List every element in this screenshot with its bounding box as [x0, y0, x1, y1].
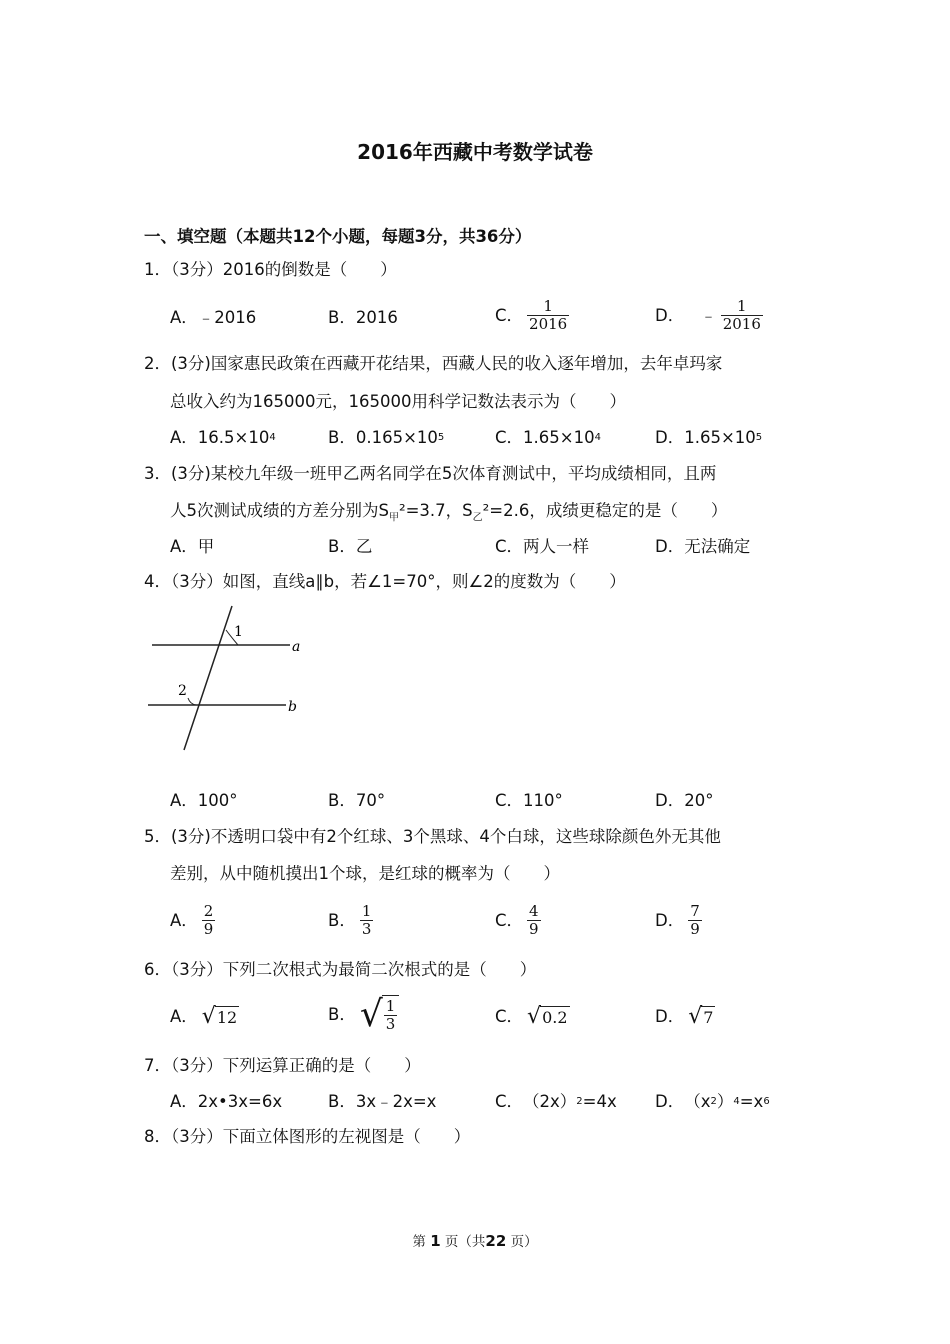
line-b-label: b — [288, 699, 297, 715]
q1-option-c[interactable]: C． $\frac{1}{2016}$ — [495, 297, 568, 333]
question-7-stem: 7．（3分）下列运算正确的是（ ） — [144, 1056, 421, 1075]
line-a-label: a — [292, 639, 301, 655]
q2-option-d[interactable]: D． 1.65×10 5 — [655, 428, 763, 447]
question-5-stem-line2: 差别，从中随机摸出1个球，是红球的概率为（ ） — [170, 864, 560, 883]
q5-option-d[interactable]: D． $\frac{7}{9}$ — [655, 902, 700, 938]
q3-option-d[interactable]: D． 无法确定 — [655, 537, 751, 556]
q3-option-c[interactable]: C． 两人一样 — [495, 537, 590, 556]
question-1-stem: 1．（3分）2016的倒数是（ ） — [144, 260, 397, 279]
q1-option-a[interactable]: A． ﹣2016 — [170, 308, 257, 327]
q5-option-a[interactable]: A． $\frac{2}{9}$ — [170, 902, 214, 938]
page-title: 2016年西藏中考数学试卷 — [357, 140, 593, 164]
q2-option-a[interactable]: A． 16.5×10 4 — [170, 428, 276, 447]
question-6-stem: 6．（3分）下列二次根式为最简二次根式的是（ ） — [144, 960, 537, 979]
q3-option-a[interactable]: A． 甲 — [170, 537, 215, 556]
section-heading: 一、填空题（本题共12个小题，每题3分，共36分） — [144, 227, 532, 246]
fraction: $\frac{1}{2016}$ — [529, 297, 568, 333]
transversal — [184, 606, 232, 750]
square-root: √ $\frac{1}{3}$ — [360, 995, 400, 1035]
square-root: √ 7 — [688, 1004, 714, 1029]
angle-1-label: 1 — [234, 624, 243, 640]
question-3-stem-line2: 人5次测试成绩的方差分别为$S_甲^2=3.7$，$S_乙^2=2.6$，成绩更稳定的是（ ） — [170, 501, 728, 524]
q4-option-c[interactable]: C． 110° — [495, 791, 563, 810]
angle-2-label: 2 — [178, 683, 187, 699]
fraction: $\frac{1}{2016}$ — [722, 297, 761, 333]
question-5-stem-line1: 5．(3分)不透明口袋中有2个红球、3个黑球、4个白球，这些球除颜色外无其他 — [144, 827, 721, 846]
q2-option-b[interactable]: B． 0.165×10 5 — [328, 428, 445, 447]
q1-option-d[interactable]: D． ﹣ $\frac{1}{2016}$ — [655, 297, 761, 333]
q7-option-d[interactable]: D． （x 2 ） 4 =x 6 — [655, 1092, 770, 1111]
q5-option-b[interactable]: B． $\frac{1}{3}$ — [328, 902, 372, 938]
q7-option-b[interactable]: B． 3x﹣2x=x — [328, 1092, 437, 1111]
page-footer: 第 1 页（共22 页） — [412, 1232, 538, 1250]
q1-option-b[interactable]: B． 2016 — [328, 308, 398, 327]
q2-option-c[interactable]: C． 1.65×10 4 — [495, 428, 601, 447]
q4-option-d[interactable]: D． 20° — [655, 791, 714, 810]
q4-option-a[interactable]: A． 100° — [170, 791, 238, 810]
question-2-stem-line1: 2．(3分)国家惠民政策在西藏开花结果，西藏人民的收入逐年增加，去年卓玛家 — [144, 354, 723, 373]
q3-option-b[interactable]: B． 乙 — [328, 537, 373, 556]
parallel-lines-figure — [140, 600, 320, 760]
q6-option-d[interactable]: D． √ 7 — [655, 1004, 714, 1029]
q6-option-c[interactable]: C． √ 0.2 — [495, 1004, 568, 1029]
q6-option-a[interactable]: A． √ 12 — [170, 1004, 238, 1029]
question-2-stem-line2: 总收入约为165000元，165000用科学记数法表示为（ ） — [170, 392, 626, 411]
square-root: √ 12 — [201, 1004, 238, 1029]
question-8-stem: 8．（3分）下面立体图形的左视图是（ ） — [144, 1127, 471, 1146]
question-3-stem-line1: 3．(3分)某校九年级一班甲乙两名同学在5次体育测试中，平均成绩相同，且两 — [144, 464, 717, 483]
question-4-stem: 4．（3分）如图，直线a∥b，若∠1=70°，则∠2的度数为（ ） — [144, 572, 626, 591]
q5-option-c[interactable]: C． $\frac{4}{9}$ — [495, 902, 539, 938]
q4-option-b[interactable]: B． 70° — [328, 791, 386, 810]
q7-option-a[interactable]: A． 2x•3x=6x — [170, 1092, 283, 1111]
q7-option-c[interactable]: C． （2x） 2 =4x — [495, 1092, 617, 1111]
square-root: √ 0.2 — [527, 1004, 568, 1029]
q6-option-b[interactable]: B． √ $\frac{1}{3}$ — [328, 995, 399, 1035]
angle-2-arc — [188, 698, 196, 705]
